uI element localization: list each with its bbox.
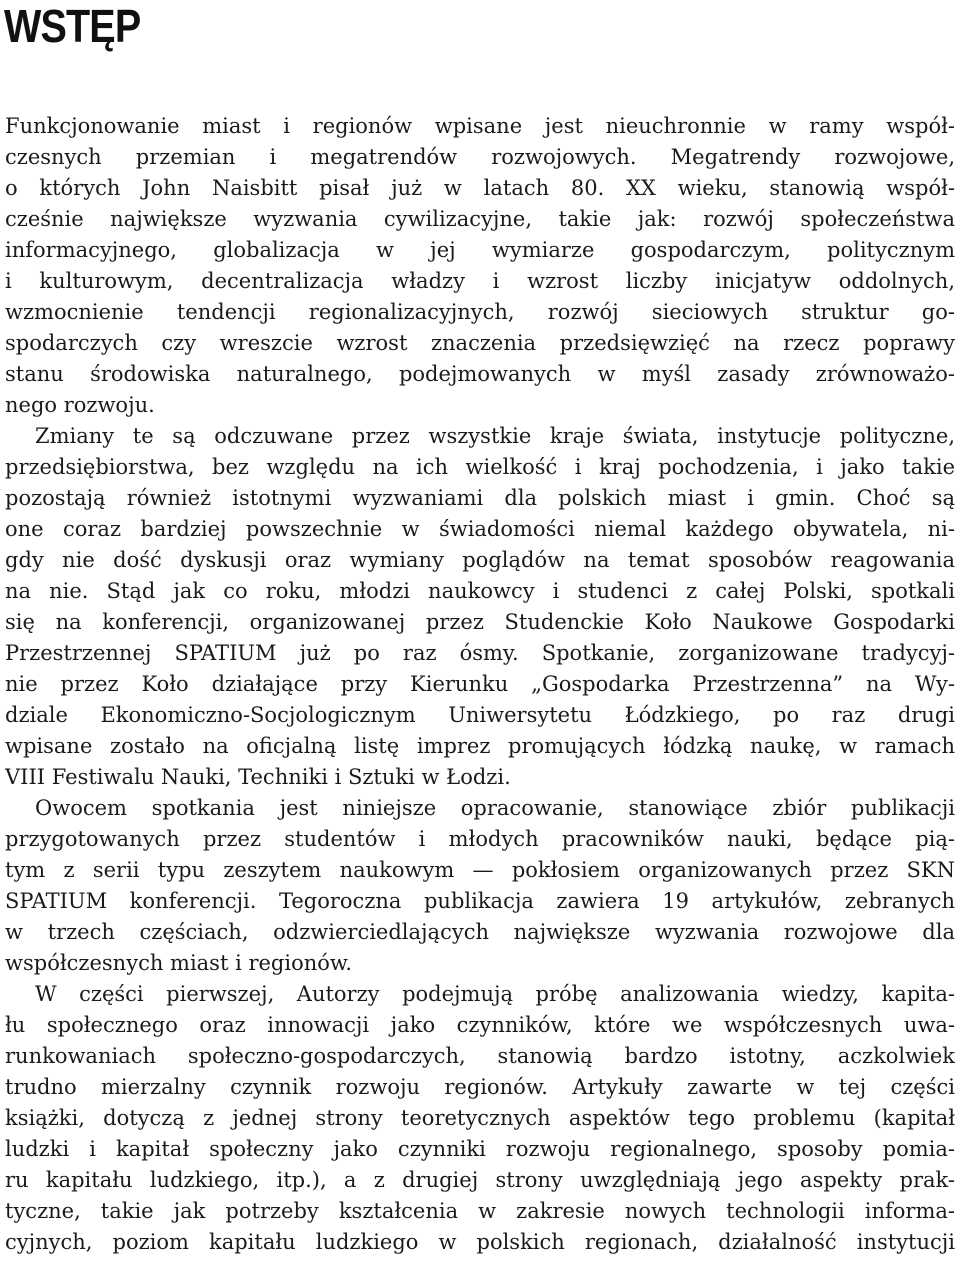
text-line: runkowaniach społeczno-gospodarczych, stanowią bardzo istotny, aczkolwiek	[5, 1044, 955, 1068]
text-line: czesnych przemian i megatrendów rozwojowych. Megatrendy rozwojowe,	[5, 145, 955, 169]
text-line: SPATIUM konferencji. Tegoroczna publikacja zawiera 19 artykułów, zebranych	[5, 889, 955, 913]
text-line: w trzech częściach, odzwierciedlających największe wyzwania rozwojowe dla	[5, 920, 955, 944]
text-line: ludzki i kapitał społeczny jako czynniki rozwoju regionalnego, sposoby pomia-	[5, 1137, 955, 1161]
text-line: o których John Naisbitt pisał już w latach 80. XX wieku, stanowią współ-	[5, 176, 955, 200]
text-line: cześnie największe wyzwania cywilizacyjne, takie jak: rozwój społeczeństwa	[5, 207, 955, 231]
text-line: Funkcjonowanie miast i regionów wpisane jest nieuchronnie w ramy współ-	[5, 114, 955, 138]
text-line: i kulturowym, decentralizacja władzy i wzrost liczby inicjatyw oddolnych,	[5, 269, 955, 293]
text-line: się na konferencji, organizowanej przez Studenckie Koło Naukowe Gospodarki	[5, 610, 955, 634]
paragraph-1	[5, 111, 955, 421]
text-line: nie przez Koło działające przy Kierunku „Gospodarka Przestrzenna” na Wy-	[5, 672, 955, 696]
text-line: Owocem spotkania jest niniejsze opracowanie, stanowiące zbiór publikacji	[35, 796, 955, 820]
text-line: przygotowanych przez studentów i młodych pracowników nauki, będące pią-	[5, 827, 955, 851]
text-line: ru kapitału ludzkiego, itp.), a z drugiej strony uwzględniają jego aspekty prak-	[5, 1168, 955, 1192]
page-title: WSTĘP	[4, 0, 141, 52]
paragraph-4	[5, 979, 955, 1258]
text-line: książki, dotyczą z jednej strony teoretycznych aspektów tego problemu (kapitał	[5, 1106, 955, 1130]
text-line: nego rozwoju.	[5, 393, 155, 417]
text-line: wzmocnienie tendencji regionalizacyjnych, rozwój sieciowych struktur go-	[5, 300, 955, 324]
text-line: tym z serii typu zeszytem naukowym — pokłosiem organizowanych przez SKN	[5, 858, 955, 882]
text-line: dziale Ekonomiczno-Socjologicznym Uniwersytetu Łódzkiego, po raz drugi	[5, 703, 955, 727]
text-line: cyjnych, poziom kapitału ludzkiego w polskich regionach, działalność instytucji	[5, 1230, 955, 1254]
text-line: współczesnych miast i regionów.	[5, 951, 353, 975]
text-line: informacyjnego, globalizacja w jej wymiarze gospodarczym, politycznym	[5, 238, 955, 262]
text-line: pozostają również istotnymi wyzwaniami dla polskich miast i gmin. Choć są	[5, 486, 955, 510]
paragraph-3	[5, 793, 955, 979]
text-line: Zmiany te są odczuwane przez wszystkie kraje świata, instytucje polityczne,	[35, 424, 955, 448]
text-line: one coraz bardziej powszechnie w świadomości niemal każdego obywatela, ni-	[5, 517, 955, 541]
text-line: wpisane zostało na oficjalną listę imprez promujących łódzką naukę, w ramach	[5, 734, 955, 758]
text-line: stanu środowiska naturalnego, podejmowanych w myśl zasady zrównoważo-	[5, 362, 955, 386]
text-line: łu społecznego oraz innowacji jako czynników, które we współczesnych uwa-	[5, 1013, 955, 1037]
text-line: Przestrzennej SPATIUM już po raz ósmy. Spotkanie, zorganizowane tradycyj-	[5, 641, 955, 665]
text-line: spodarczych czy wreszcie wzrost znaczenia przedsięwzięć na rzecz poprawy	[5, 331, 955, 355]
text-line: tyczne, takie jak potrzeby kształcenia w zakresie nowych technologii informa-	[5, 1199, 955, 1223]
text-line: gdy nie dość dyskusji oraz wymiany poglądów na temat sposobów reagowania	[5, 548, 955, 572]
text-line: VIII Festiwalu Nauki, Techniki i Sztuki w Łodzi.	[5, 765, 511, 789]
text-line: na nie. Stąd jak co roku, młodzi naukowcy i studenci z całej Polski, spotkali	[5, 579, 955, 603]
paragraph-2	[5, 421, 955, 793]
text-line: przedsiębiorstwa, bez względu na ich wielkość i kraj pochodzenia, i jako takie	[5, 455, 955, 479]
text-line: W części pierwszej, Autorzy podejmują próbę analizowania wiedzy, kapita-	[35, 982, 955, 1006]
body-text	[5, 111, 955, 1258]
text-line: trudno mierzalny czynnik rozwoju regionów. Artykuły zawarte w tej części	[5, 1075, 955, 1099]
